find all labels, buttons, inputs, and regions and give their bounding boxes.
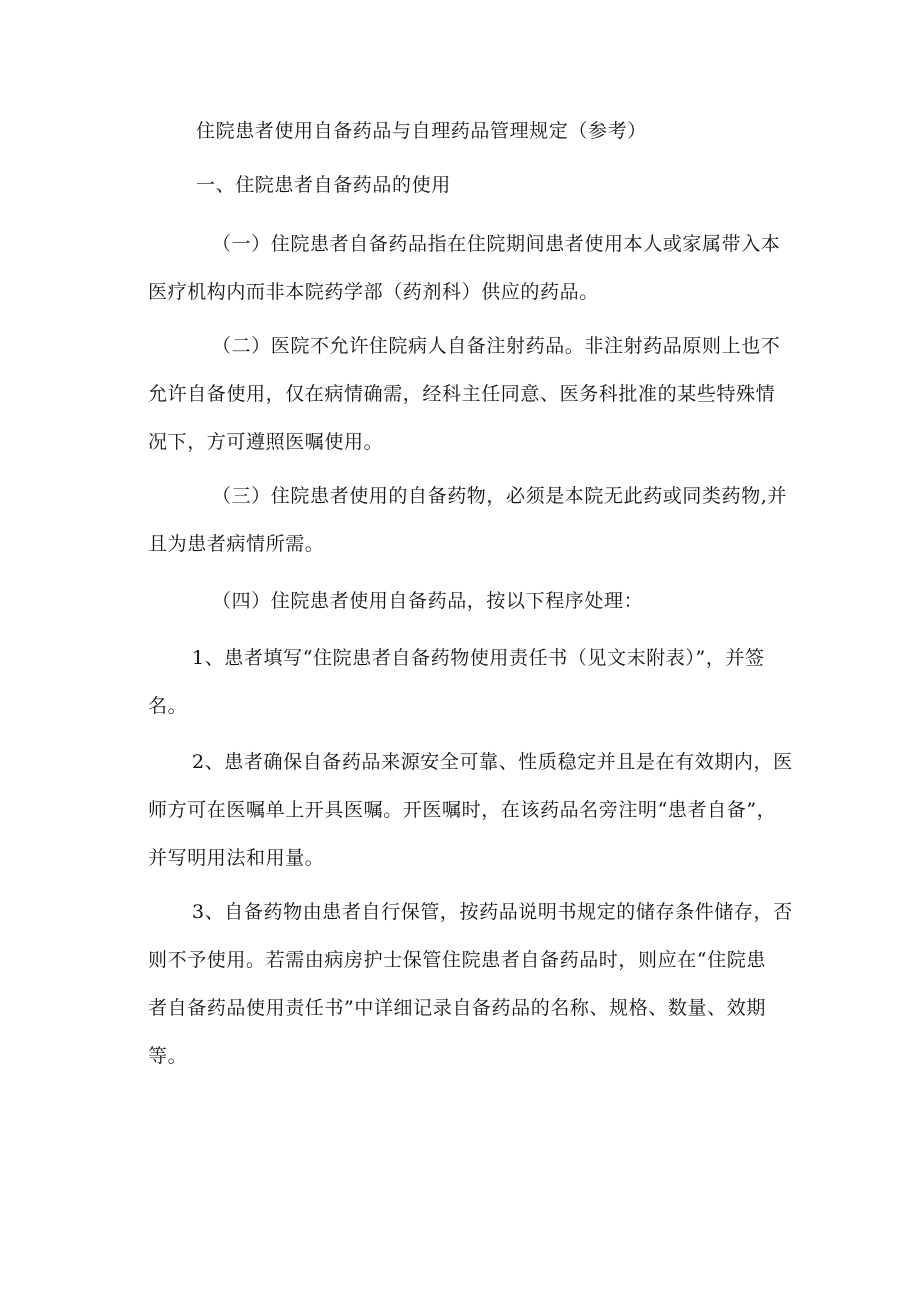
paragraph-2 [148, 322, 800, 466]
document-title [148, 107, 800, 155]
paragraph-line: 1、患者填写“住院患者自备药物使用责任书（见文末附表）”，并签 [192, 647, 765, 669]
paragraph-3 [148, 472, 800, 568]
paragraph-line: 且为患者病情所需。 [148, 533, 325, 555]
paragraph-line: （一）住院患者自备药品指在住院期间患者使用本人或家属带入本 [212, 233, 781, 255]
paragraph-line: 2、患者确保自备药品来源安全可靠、性质稳定并且是在有效期内，医 [192, 751, 793, 773]
paragraph-line: 并写明用法和用量。 [148, 847, 325, 869]
paragraph-line: 3、自备药物由患者自行保管，按药品说明书规定的储存条件储存，否 [192, 901, 793, 923]
paragraph-line: 者自备药品使用责任书”中详细记录自备药品的名称、规格、数量、效期 [148, 997, 766, 1019]
paragraph-line: 则不予使用。若需由病房护士保管住院患者自备药品时，则应在“住院患 [148, 949, 766, 971]
paragraph-line: 名。 [148, 695, 188, 717]
paragraph-1 [148, 220, 800, 316]
paragraph-line: （四）住院患者使用自备药品，按以下程序处理： [212, 590, 644, 612]
list-item-1 [148, 634, 800, 730]
title-line: 住院患者使用自备药品与自理药品管理规定（参考） [196, 120, 647, 142]
paragraph-line: 等。 [148, 1045, 188, 1067]
list-item-2 [148, 738, 800, 882]
list-item-3 [148, 888, 800, 1080]
paragraph-line: （二）医院不允许住院病人自备注射药品。非注射药品原则上也不 [212, 335, 781, 357]
section-heading [148, 161, 800, 209]
paragraph-line: 师方可在医嘱单上开具医嘱。开医嘱时，在该药品名旁注明“患者自备”， [148, 799, 777, 821]
paragraph-line: 医疗机构内而非本院药学部（药剂科）供应的药品。 [148, 281, 599, 303]
paragraph-4 [148, 577, 800, 625]
section-heading-line: 一、住院患者自备药品的使用 [196, 174, 451, 196]
paragraph-line: 况下，方可遵照医嘱使用。 [148, 431, 384, 453]
paragraph-line: （三）住院患者使用的自备药物，必须是本院无此药或同类药物,并 [212, 485, 788, 507]
paragraph-line: 允许自备使用，仅在病情确需，经科主任同意、医务科批准的某些特殊情 [148, 383, 776, 405]
